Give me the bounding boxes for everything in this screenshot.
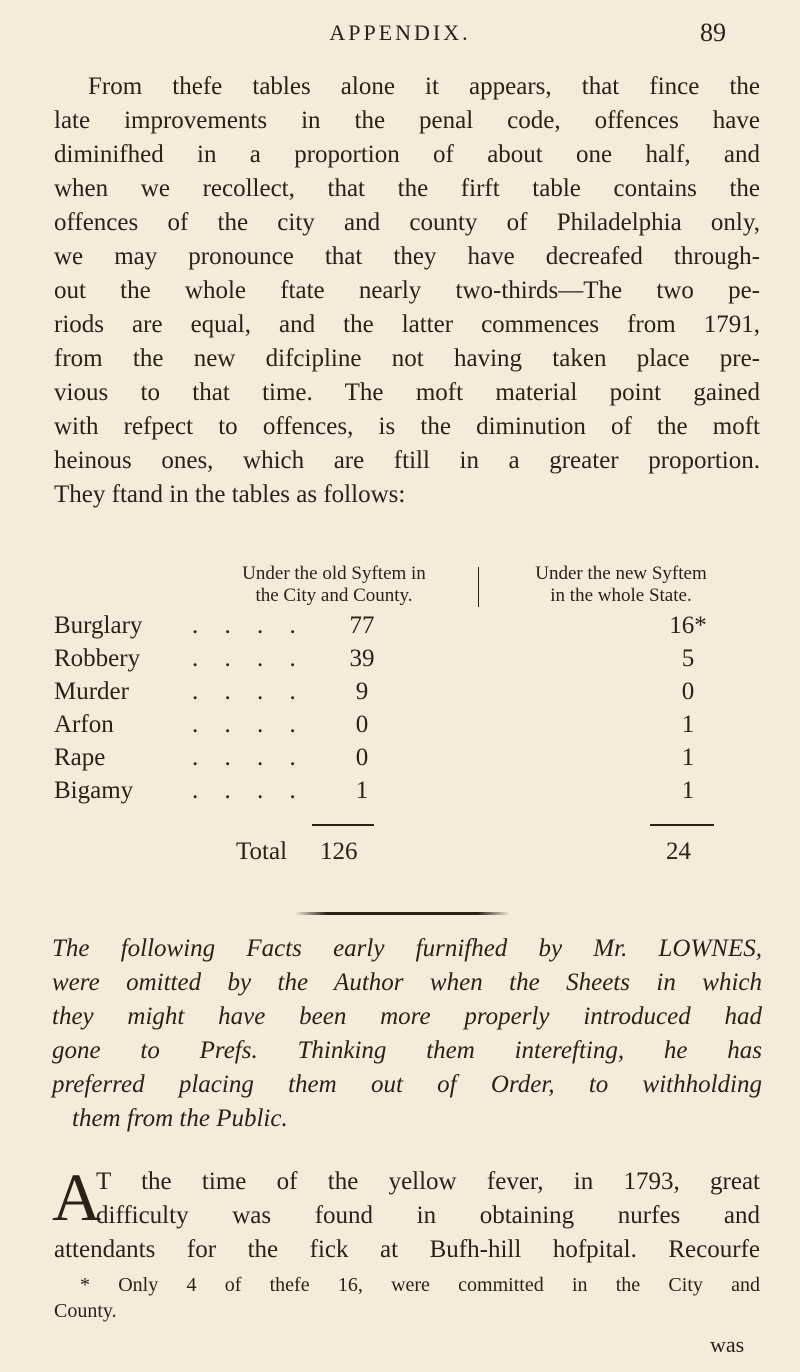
text-line: diminifhed in a proportion of about one half, and <box>54 141 760 168</box>
table-header-line: Under the new Syftem <box>535 563 707 584</box>
text-line: From thefe tables alone it appears, that fince the <box>88 73 760 100</box>
footnote-line: * Only 4 of thefe 16, were committed in the City and <box>80 1274 760 1296</box>
text-line: T the time of the yellow fever, in 1793, great <box>96 1168 760 1195</box>
column-separator <box>478 567 479 607</box>
old-system-count: 39 <box>349 645 375 672</box>
text-line: offences of the city and county of Philadelphia only, <box>54 209 760 236</box>
crime-name: Burglary <box>54 612 143 639</box>
table-row <box>54 711 754 744</box>
leader-dots: . . . . <box>192 678 306 705</box>
note-line: them from the Public. <box>72 1105 288 1132</box>
new-system-count: 1 <box>681 711 695 738</box>
sum-rule-new <box>650 824 714 826</box>
text-line: late improvements in the penal code, offences have <box>54 107 760 134</box>
table-header-line: the City and County. <box>255 585 413 606</box>
text-line: we may pronounce that they have decreafed through- <box>54 243 760 270</box>
note-line: gone to Prefs. Thinking them interefting, he has <box>52 1037 762 1064</box>
text-line: with refpect to offences, is the diminution of the moft <box>54 413 760 440</box>
section-divider <box>295 912 510 915</box>
leader-dots: . . . . <box>192 612 306 639</box>
old-system-count: 77 <box>349 612 375 639</box>
new-system-count: 5 <box>681 645 695 672</box>
table-row <box>54 744 754 777</box>
leader-dots: . . . . <box>192 777 306 804</box>
old-system-count: 9 <box>355 678 369 705</box>
crime-name: Arfon <box>54 711 114 738</box>
leader-dots: . . . . <box>192 645 306 672</box>
offences-table <box>54 612 754 810</box>
crime-name: Murder <box>54 678 129 705</box>
italic-note <box>52 932 762 1136</box>
text-line: heinous ones, which are ftill in a greater proportion. <box>54 447 760 474</box>
text-line: out the whole ftate nearly two-thirds—The two pe- <box>54 277 760 304</box>
table-row <box>54 612 754 645</box>
sum-rule-old <box>312 824 374 826</box>
table-row <box>54 678 754 711</box>
text-line: attendants for the fick at Bufh-hill hofpital. Recourfe <box>54 1236 760 1263</box>
table-header-old-system <box>198 563 470 607</box>
text-line: They ftand in the tables as follows: <box>54 481 406 508</box>
crime-name: Bigamy <box>54 777 134 804</box>
note-line: were omitted by the Author when the Sheets in which <box>52 969 762 996</box>
text-line: riods are equal, and the latter commences from 1791, <box>54 311 760 338</box>
old-system-count: 1 <box>355 777 369 804</box>
crime-name: Robbery <box>54 645 141 672</box>
text-line: when we recollect, that the firft table contains the <box>54 175 760 202</box>
new-system-count: 1 <box>681 744 695 771</box>
running-head: APPENDIX. <box>329 20 471 45</box>
footnote <box>54 1272 760 1324</box>
table-header-line: in the whole State. <box>550 585 692 606</box>
table-row <box>54 777 754 810</box>
note-line: preferred placing them out of Order, to withholding <box>52 1071 762 1098</box>
text-line: difficulty was found in obtaining nurfes and <box>96 1202 760 1229</box>
old-system-count: 0 <box>355 744 369 771</box>
footnote-line: County. <box>54 1300 117 1322</box>
leader-dots: . . . . <box>192 711 306 738</box>
leader-dots: . . . . <box>192 744 306 771</box>
text-line: vious to that time. The moft material point gained <box>54 379 760 406</box>
table-header-new-system <box>486 563 756 607</box>
note-line: they might have been more properly introduced had <box>52 1003 762 1030</box>
total-old-system: 126 <box>320 838 358 865</box>
total-label: Total <box>236 838 288 865</box>
new-system-count: 1 <box>681 777 695 804</box>
table-row <box>54 645 754 678</box>
drop-cap: A <box>52 1159 102 1235</box>
total-new-system: 24 <box>666 838 691 865</box>
crime-name: Rape <box>54 744 106 771</box>
paragraph-yellow-fever <box>52 1159 760 1267</box>
new-system-count: 0 <box>681 678 695 705</box>
catchword: was <box>710 1332 745 1357</box>
text-line: from the new difcipline not having taken place pre- <box>54 345 760 372</box>
new-system-count: 16* <box>669 612 707 639</box>
page-number: 89 <box>700 18 726 47</box>
paragraph-tables-comparison <box>54 70 760 512</box>
table-header-line: Under the old Syftem in <box>242 563 426 584</box>
note-line: The following Facts early furnifhed by Mr. LOWNES, <box>52 935 762 962</box>
old-system-count: 0 <box>355 711 369 738</box>
